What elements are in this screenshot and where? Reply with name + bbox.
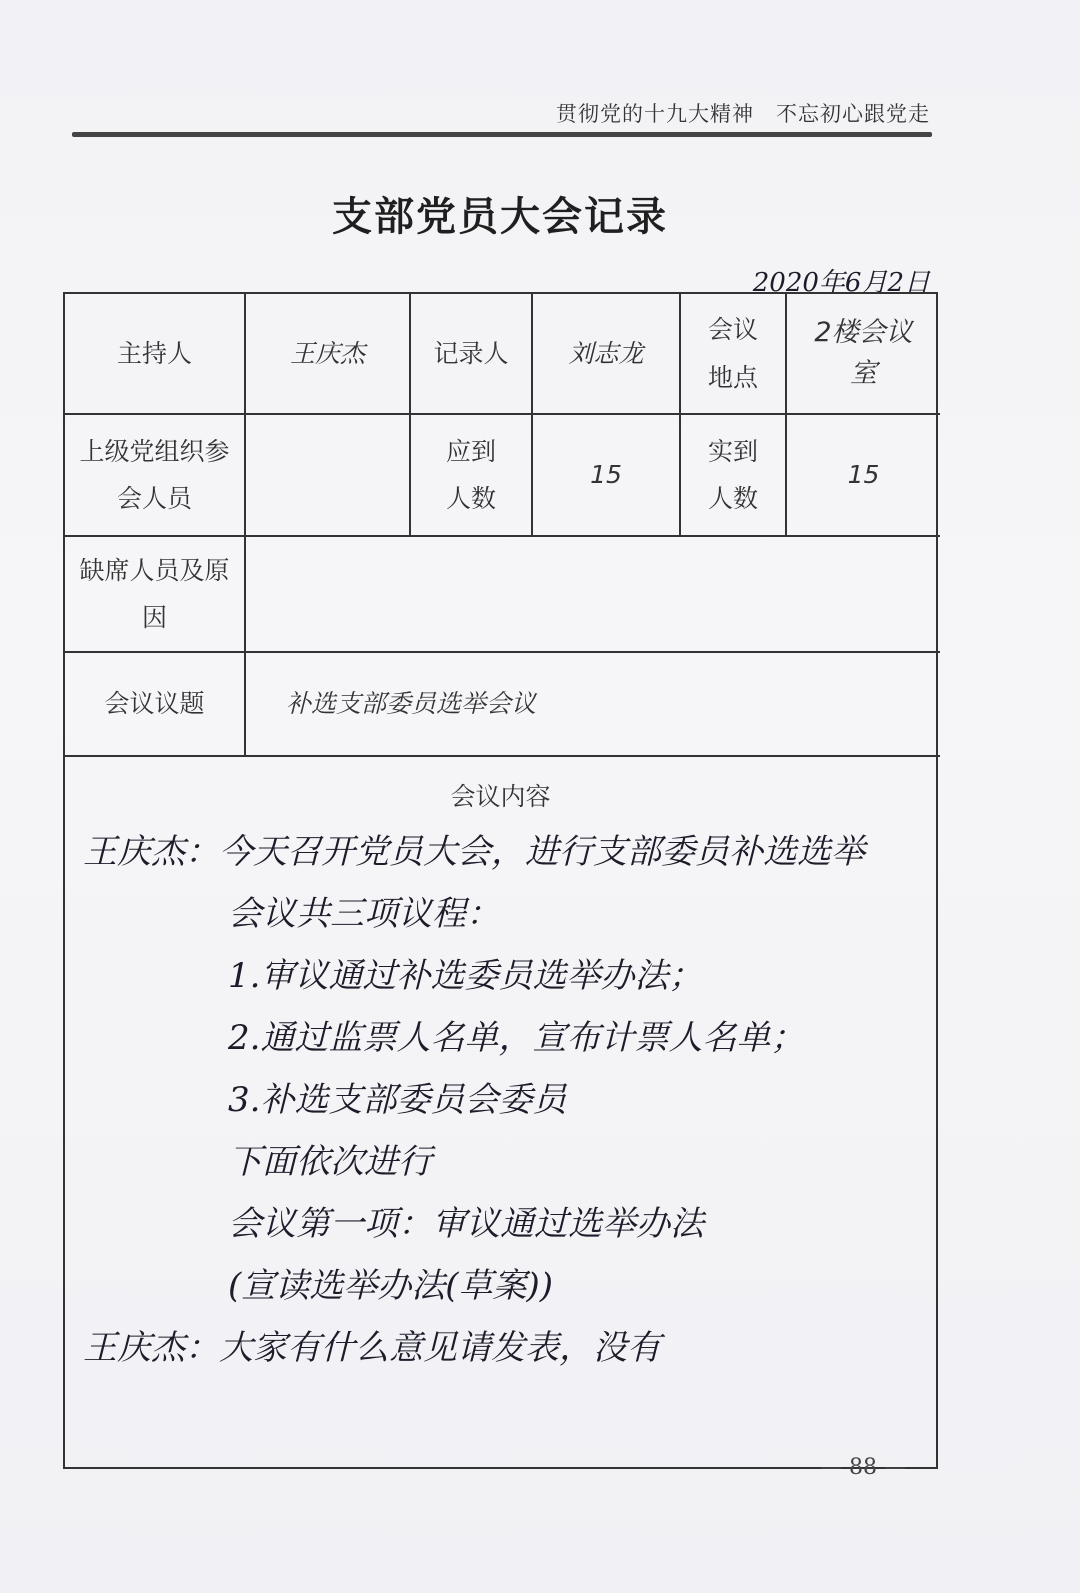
header-rule	[72, 132, 932, 137]
header-slogan: 贯彻党的十九大精神 不忘初心跟党走	[556, 102, 930, 126]
location-value: 2楼会议室	[786, 294, 940, 414]
page-number: — 88 —	[820, 1455, 906, 1480]
actual-value: 15	[786, 414, 940, 536]
actual-label: 实到人数	[680, 414, 786, 536]
table-row	[65, 652, 940, 756]
topic-label: 会议议题	[65, 652, 245, 756]
content-heading: 会议内容	[450, 782, 551, 811]
content-line: 1.审议通过补选委员选举办法；	[228, 956, 703, 996]
meeting-date: 2020年6月2日	[752, 268, 930, 298]
absent-label: 缺席人员及原因	[65, 536, 245, 652]
absent-value	[245, 536, 940, 652]
recorder-label: 记录人	[410, 294, 532, 414]
content-line: 王庆杰：大家有什么意见请发表，没有	[83, 1328, 661, 1368]
topic-value: 补选支部委员选举会议	[245, 652, 940, 756]
location-label: 会议地点	[680, 294, 786, 414]
content-line: 会议第一项：审议通过选举办法	[228, 1204, 704, 1244]
superior-value	[245, 414, 410, 536]
expected-value: 15	[532, 414, 680, 536]
content-line: 王庆杰：今天召开党员大会，进行支部委员补选选举	[83, 832, 865, 872]
meeting-info-table	[65, 294, 940, 757]
meeting-record-form	[63, 292, 938, 1469]
table-row	[65, 294, 940, 414]
page-title: 支部党员大会记录	[332, 193, 668, 240]
host-value: 王庆杰	[245, 294, 410, 414]
content-line: 3.补选支部委员会委员	[228, 1080, 567, 1120]
meeting-content	[65, 821, 936, 1379]
host-label: 主持人	[65, 294, 245, 414]
content-line: 会议共三项议程：	[228, 894, 500, 934]
expected-label: 应到人数	[410, 414, 532, 536]
superior-label: 上级党组织参会人员	[65, 414, 245, 536]
recorder-value: 刘志龙	[532, 294, 680, 414]
content-line: 2.通过监票人名单，宣布计票人名单；	[228, 1018, 805, 1058]
table-row	[65, 414, 940, 536]
table-row	[65, 536, 940, 652]
content-line: 下面依次进行	[228, 1142, 432, 1182]
content-line: (宣读选举办法(草案))	[228, 1266, 554, 1306]
